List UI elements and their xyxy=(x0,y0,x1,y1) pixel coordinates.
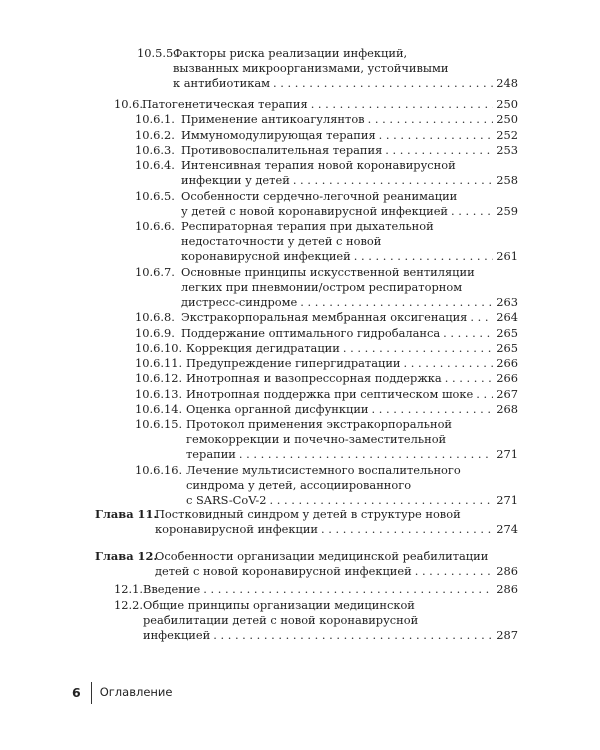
toc-entry[interactable] xyxy=(135,417,518,463)
entry-number: 10.6.13. xyxy=(135,387,183,401)
entry-number: 10.6.1. xyxy=(135,112,175,126)
entry-number: 10.6.2. xyxy=(135,128,175,142)
entry-number: 10.6.4. xyxy=(135,158,175,172)
entry-page: 261 xyxy=(496,249,518,264)
entry-page: 250 xyxy=(496,97,518,111)
dot-leader xyxy=(368,112,494,127)
dot-leader xyxy=(404,356,494,371)
entry-title-line: Инотропная поддержка при септическом шоке xyxy=(186,387,474,401)
dot-leader xyxy=(470,310,493,325)
entry-title-line: коронавирусной инфекции xyxy=(155,522,319,537)
toc-chapter-entry[interactable] xyxy=(95,507,518,537)
dot-leader xyxy=(321,522,493,537)
entry-title-line: Лечение мультисистемного воспалительного xyxy=(186,463,461,477)
toc-entry[interactable] xyxy=(135,341,518,356)
entry-number: 10.6.14. xyxy=(135,402,183,416)
entry-title-line: Патогенетическая терапия xyxy=(142,97,308,111)
entry-title-line: Коррекция дегидратации xyxy=(186,341,340,355)
entry-title-line: у детей с новой коронавирусной инфекцией xyxy=(181,204,449,219)
toc-entry[interactable] xyxy=(135,265,518,311)
entry-number: 10.6.6. xyxy=(135,219,175,233)
entry-page: 264 xyxy=(496,310,518,324)
entry-title-line: с SARS-CoV-2 xyxy=(186,493,267,508)
entry-title-line: реабилитации детей с новой коронавирусной xyxy=(143,613,419,628)
entry-title-line: Интенсивная терапия новой коронавирусной xyxy=(181,158,456,172)
entry-number: 10.6.10. xyxy=(135,341,183,355)
entry-page: 253 xyxy=(496,143,518,157)
entry-title-line: синдрома у детей, ассоциированного xyxy=(186,478,412,493)
entry-number: 10.5.5. xyxy=(137,46,177,60)
entry-title-line: недостаточности у детей с новой xyxy=(181,234,382,249)
entry-page: 267 xyxy=(496,387,518,401)
entry-title-line: Применение антикоагулянтов xyxy=(181,112,365,126)
entry-title-line: легких при пневмонии/остром респираторном xyxy=(181,280,463,295)
toc-entry[interactable] xyxy=(135,326,518,341)
toc-entry[interactable] xyxy=(135,387,518,402)
entry-page: 259 xyxy=(496,204,518,219)
dot-leader xyxy=(379,128,494,143)
entry-page: 265 xyxy=(496,341,518,355)
toc-entry[interactable] xyxy=(135,219,518,265)
dot-leader xyxy=(372,402,494,417)
chapter-number: Глава 11. xyxy=(95,507,158,521)
entry-title-line: Основные принципы искусственной вентиляции xyxy=(181,265,475,279)
entry-number: 10.6.3. xyxy=(135,143,175,157)
entry-title-line: Общие принципы организации медицинской xyxy=(143,598,415,612)
entry-title-line: Введение xyxy=(143,582,201,596)
dot-leader xyxy=(239,447,493,462)
dot-leader xyxy=(293,173,493,188)
entry-page: 286 xyxy=(496,564,518,579)
entry-number: 10.6. xyxy=(114,97,143,111)
entry-title-line: Оценка органной дисфункции xyxy=(186,402,369,416)
toc-entry[interactable] xyxy=(135,463,518,509)
chapter-number: Глава 12. xyxy=(95,549,158,563)
toc-entry[interactable] xyxy=(135,158,518,188)
dot-leader xyxy=(354,249,493,264)
entry-number: 10.6.15. xyxy=(135,417,183,431)
entry-title-line: Предупреждение гипергидратации xyxy=(186,356,401,370)
dot-leader xyxy=(300,295,493,310)
dot-leader xyxy=(415,564,494,579)
toc-entry[interactable] xyxy=(114,582,518,597)
entry-title-line: Респираторная терапия при дыхательной xyxy=(181,219,434,233)
toc-entry[interactable] xyxy=(135,356,518,371)
entry-title-line: терапии xyxy=(186,447,236,462)
entry-title-line: гемокоррекции и почечно-заместительной xyxy=(186,432,447,447)
entry-title-line: к антибиотикам xyxy=(173,76,270,91)
toc-entry[interactable] xyxy=(135,371,518,386)
entry-page: 268 xyxy=(496,402,518,416)
entry-page: 287 xyxy=(496,628,518,643)
dot-leader xyxy=(443,326,493,341)
toc-entry[interactable] xyxy=(135,310,518,325)
entry-title-line: Факторы риска реализации инфекций, xyxy=(173,46,408,60)
dot-leader xyxy=(203,582,493,597)
toc-entry[interactable] xyxy=(137,46,518,92)
entry-page: 286 xyxy=(496,582,518,596)
entry-number: 10.6.12. xyxy=(135,371,183,385)
entry-page: 271 xyxy=(496,493,518,508)
footer-divider xyxy=(91,682,92,704)
entry-page: 250 xyxy=(496,112,518,126)
toc-entry[interactable] xyxy=(114,97,518,112)
entry-number: 10.6.16. xyxy=(135,463,183,477)
toc-entry[interactable] xyxy=(135,189,518,219)
entry-page: 266 xyxy=(496,356,518,370)
toc-entry[interactable] xyxy=(135,112,518,127)
entry-number: 10.6.9. xyxy=(135,326,175,340)
entry-number: 12.2. xyxy=(114,598,143,612)
entry-title-line: Особенности организации медицинской реабилитации xyxy=(155,549,489,563)
entry-title-line: инфекцией xyxy=(143,628,211,643)
entry-title-line: Особенности сердечно-легочной реанимации xyxy=(181,189,458,203)
dot-leader xyxy=(445,371,494,386)
entry-page: 271 xyxy=(496,447,518,462)
entry-page: 265 xyxy=(496,326,518,340)
entry-page: 252 xyxy=(496,128,518,142)
dot-leader xyxy=(311,97,494,112)
dot-leader xyxy=(385,143,493,158)
toc-entry[interactable] xyxy=(135,128,518,143)
page-number: 6 xyxy=(72,685,81,701)
entry-title-line: Экстракорпоральная мембранная оксигенация xyxy=(181,310,468,324)
entry-number: 12.1. xyxy=(114,582,143,596)
toc-chapter-entry[interactable] xyxy=(95,549,518,579)
entry-number: 10.6.8. xyxy=(135,310,175,324)
entry-title-line: инфекции у детей xyxy=(181,173,290,188)
toc-entry[interactable] xyxy=(135,143,518,158)
toc-entry[interactable] xyxy=(135,402,518,417)
entry-title-line: Поддержание оптимального гидробаланса xyxy=(181,326,441,340)
entry-number: 10.6.11. xyxy=(135,356,183,370)
dot-leader xyxy=(213,628,493,643)
entry-number: 10.6.5. xyxy=(135,189,175,203)
dot-leader xyxy=(273,76,493,91)
dot-leader xyxy=(343,341,493,356)
entry-page: 263 xyxy=(496,295,518,310)
page-footer xyxy=(72,683,172,703)
entry-title-line: Инотропная и вазопрессорная поддержка xyxy=(186,371,442,385)
dot-leader xyxy=(451,204,493,219)
entry-page: 258 xyxy=(496,173,518,188)
entry-page: 274 xyxy=(496,522,518,537)
entry-title-line: вызванных микроорганизмами, устойчивыми xyxy=(173,61,449,76)
entry-page: 266 xyxy=(496,371,518,385)
toc-entry[interactable] xyxy=(114,598,518,644)
entry-title-line: коронавирусной инфекцией xyxy=(181,249,351,264)
entry-title-line: Постковидный синдром у детей в структуре новой xyxy=(155,507,461,521)
entry-page: 248 xyxy=(496,76,518,91)
entry-title-line: Протокол применения экстракорпоральной xyxy=(186,417,453,431)
entry-title-line: дистресс-синдроме xyxy=(181,295,298,310)
dot-leader xyxy=(476,387,493,402)
entry-title-line: Противовоспалительная терапия xyxy=(181,143,383,157)
entry-title-line: детей с новой коронавирусной инфекцией xyxy=(155,564,412,579)
running-header-section: Оглавление xyxy=(99,685,173,700)
entry-title-line: Иммуномодулирующая терапия xyxy=(181,128,376,142)
entry-number: 10.6.7. xyxy=(135,265,175,279)
